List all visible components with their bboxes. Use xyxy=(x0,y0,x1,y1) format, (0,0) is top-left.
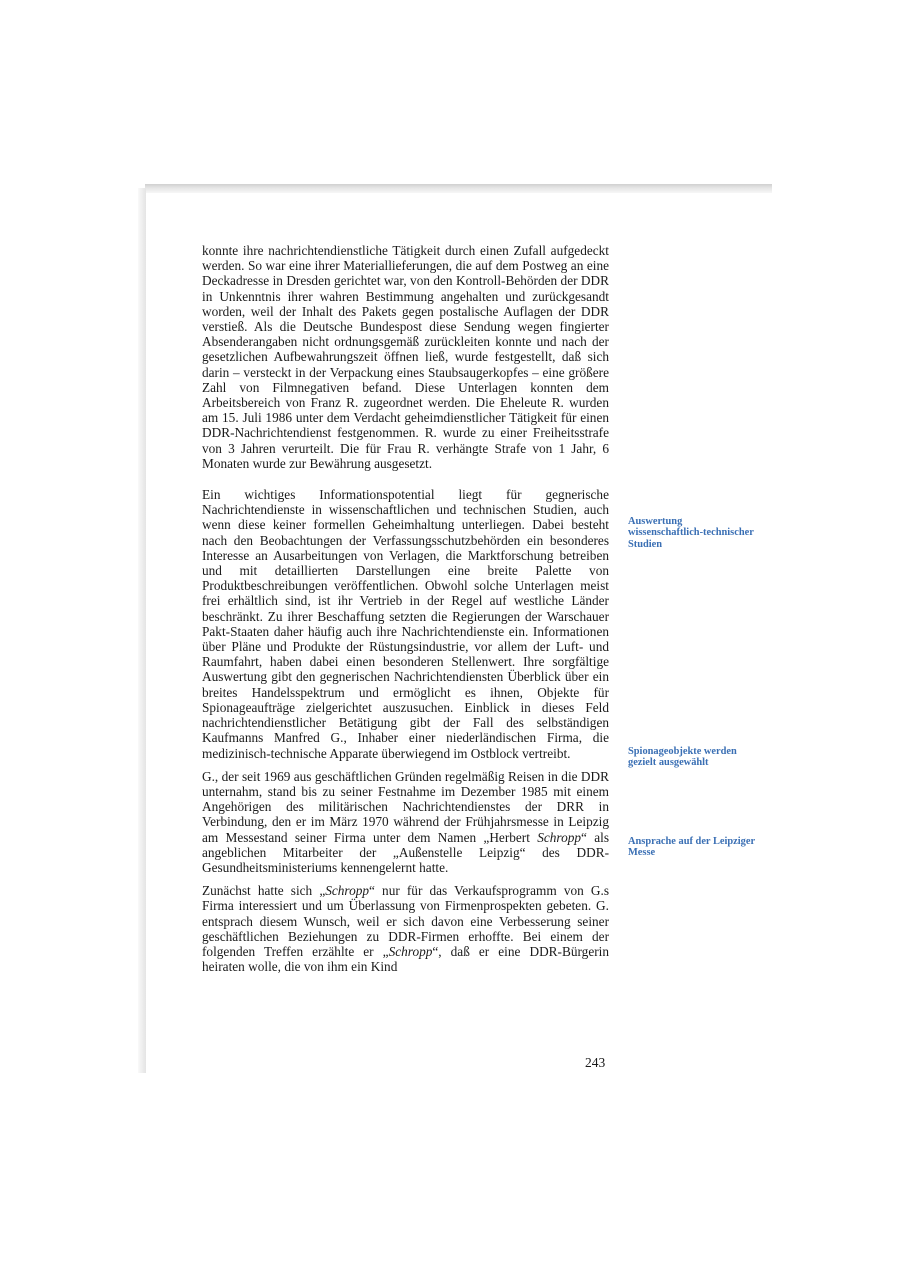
paragraph-3-name-italic: Schropp xyxy=(537,829,582,845)
paragraph-3 xyxy=(202,769,609,875)
paragraph-3-text-b: “ als angeblichen Mitarbeiter der „Außenstelle Leipzig“ des DDR-Gesundheitsministeriums kennengelernt hatte. xyxy=(202,829,610,875)
margin-note-spy-targets: Spionageobjekte werden gezielt ausgewählt xyxy=(628,746,737,769)
paragraph-4 xyxy=(202,883,609,974)
page-number: 243 xyxy=(585,1055,606,1070)
margin-note-leipzig-fair: Ansprache auf der Leipziger Messe xyxy=(628,836,755,859)
paragraph-4-text-c: “, daß er eine DDR-Bürgerin heiraten wolle, die von ihm ein Kind xyxy=(202,943,609,975)
paragraph-4-name-italic-1: Schropp xyxy=(325,883,370,899)
paragraph-2: Ein wichtiges Informationspotential liegt für gegnerische Nachrichtendienste in wissenschaftlichen und technischen Studien, auch wenn diese keiner formellen Geheimhaltung unterliegen. Dabei besteht nach den Beobachtungen der Verfassungsschutzbehörden ein besonderes Interesse an Ausarbeitungen von Verlagen, die Marktforschung betreiben und mit detaillierten Darstellungen eine breite Palette von Produktbeschreibungen veröffentlichen. Obwohl solche Unterlagen meist frei erhältlich sind, ist ihr Vertrieb in der Regel auf westliche Länder beschränkt. Zu ihrer Beschaffung setzten die Regierungen der Warschauer Pakt-Staaten daher häufig auch ihre Nachrichtendienste ein. Informationen über Pläne und Produkte der Rüstungsindustrie, vor allem der Luft- und Raumfahrt, haben dabei einen besonderen Stellenwert. Ihre sorgfältige Auswertung gibt den gegnerischen Nachrichtendiensten Überblick über ein breites Handelsspektrum und ermöglicht es ihnen, Objekte für Spionageaufträge zielgerichtet auszusuchen. Einblick in dieses Feld nachrichtendienstlicher Betätigung gibt der Fall des selbständigen Kaufmanns Manfred G., Inhaber einer niederländischen Firma, die medizinisch-technische Apparate überwiegend im Ostblock vertreibt. xyxy=(202,487,609,761)
margin-note-studies: Auswertung wissenschaftlich-technischer Studien xyxy=(628,516,754,550)
paragraph-4-text-a: Zunächst hatte sich „ xyxy=(202,883,326,899)
paragraph-4-name-italic-2: Schropp xyxy=(388,943,433,959)
main-text-column xyxy=(202,243,609,974)
paragraph-3-text-a: G., der seit 1969 aus geschäftlichen Gründen regelmäßig Reisen in die DDR unternahm, stand bis zu seiner Festnahme im Dezember 1985 mit einem Angehörigen des militärischen Nachrichtendienstes der DRR in Verbindung, den er im März 1970 während der Frühjahrsmesse in Leipzig am Messestand seiner Firma unter dem Namen „Herbert xyxy=(202,768,609,845)
paragraph-1: konnte ihre nachrichtendienstliche Tätigkeit durch einen Zufall aufgedeckt werden. So war eine ihrer Materiallieferungen, die auf dem Postweg an eine Deckadresse in Dresden gerichtet war, von den Kontroll-Behörden der DDR in Unkenntnis ihrer wahren Bestimmung angehalten und zurückgesandt worden, weil der Inhalt des Pakets gegen postalische Auflagen der DDR verstieß. Als die Deutsche Bundespost diese Sendung wegen fingierter Absenderangaben nicht ordnungsgemäß zurückleiten konnte und nach der gesetzlichen Aufbewahrungszeit öffnen ließ, wurde festgestellt, daß sich darin – versteckt in der Verpackung eines Staubsaugerkopfes – eine größere Zahl von Filmnegativen befand. Diese Unterlagen konnten dem Arbeitsbereich von Franz R. zugeordnet werden. Die Eheleute R. wurden am 15. Juli 1986 unter dem Verdacht geheimdienstlicher Tätigkeit für einen DDR-Nachrichtendienst festgenommen. R. wurde zu einer Freiheitsstrafe von 3 Jahren verurteilt. Die für Frau R. verhängte Strafe von 1 Jahr, 6 Monaten wurde zur Bewährung ausgesetzt. xyxy=(202,243,609,471)
paragraph-4-text-b: “ nur für das Verkaufsprogramm von G.s Firma interessiert und um Überlassung von Firmenprospekten gebeten. G. entsprach diesem Wunsch, weil er sich davon eine Verbesserung seiner geschäftlichen Beziehungen zu DDR-Firmen erhoffte. Bei einem der folgenden Treffen erzählte er „ xyxy=(202,883,609,959)
page-edge-shadow-left xyxy=(138,188,146,1073)
page-edge-shadow-top xyxy=(145,184,772,193)
